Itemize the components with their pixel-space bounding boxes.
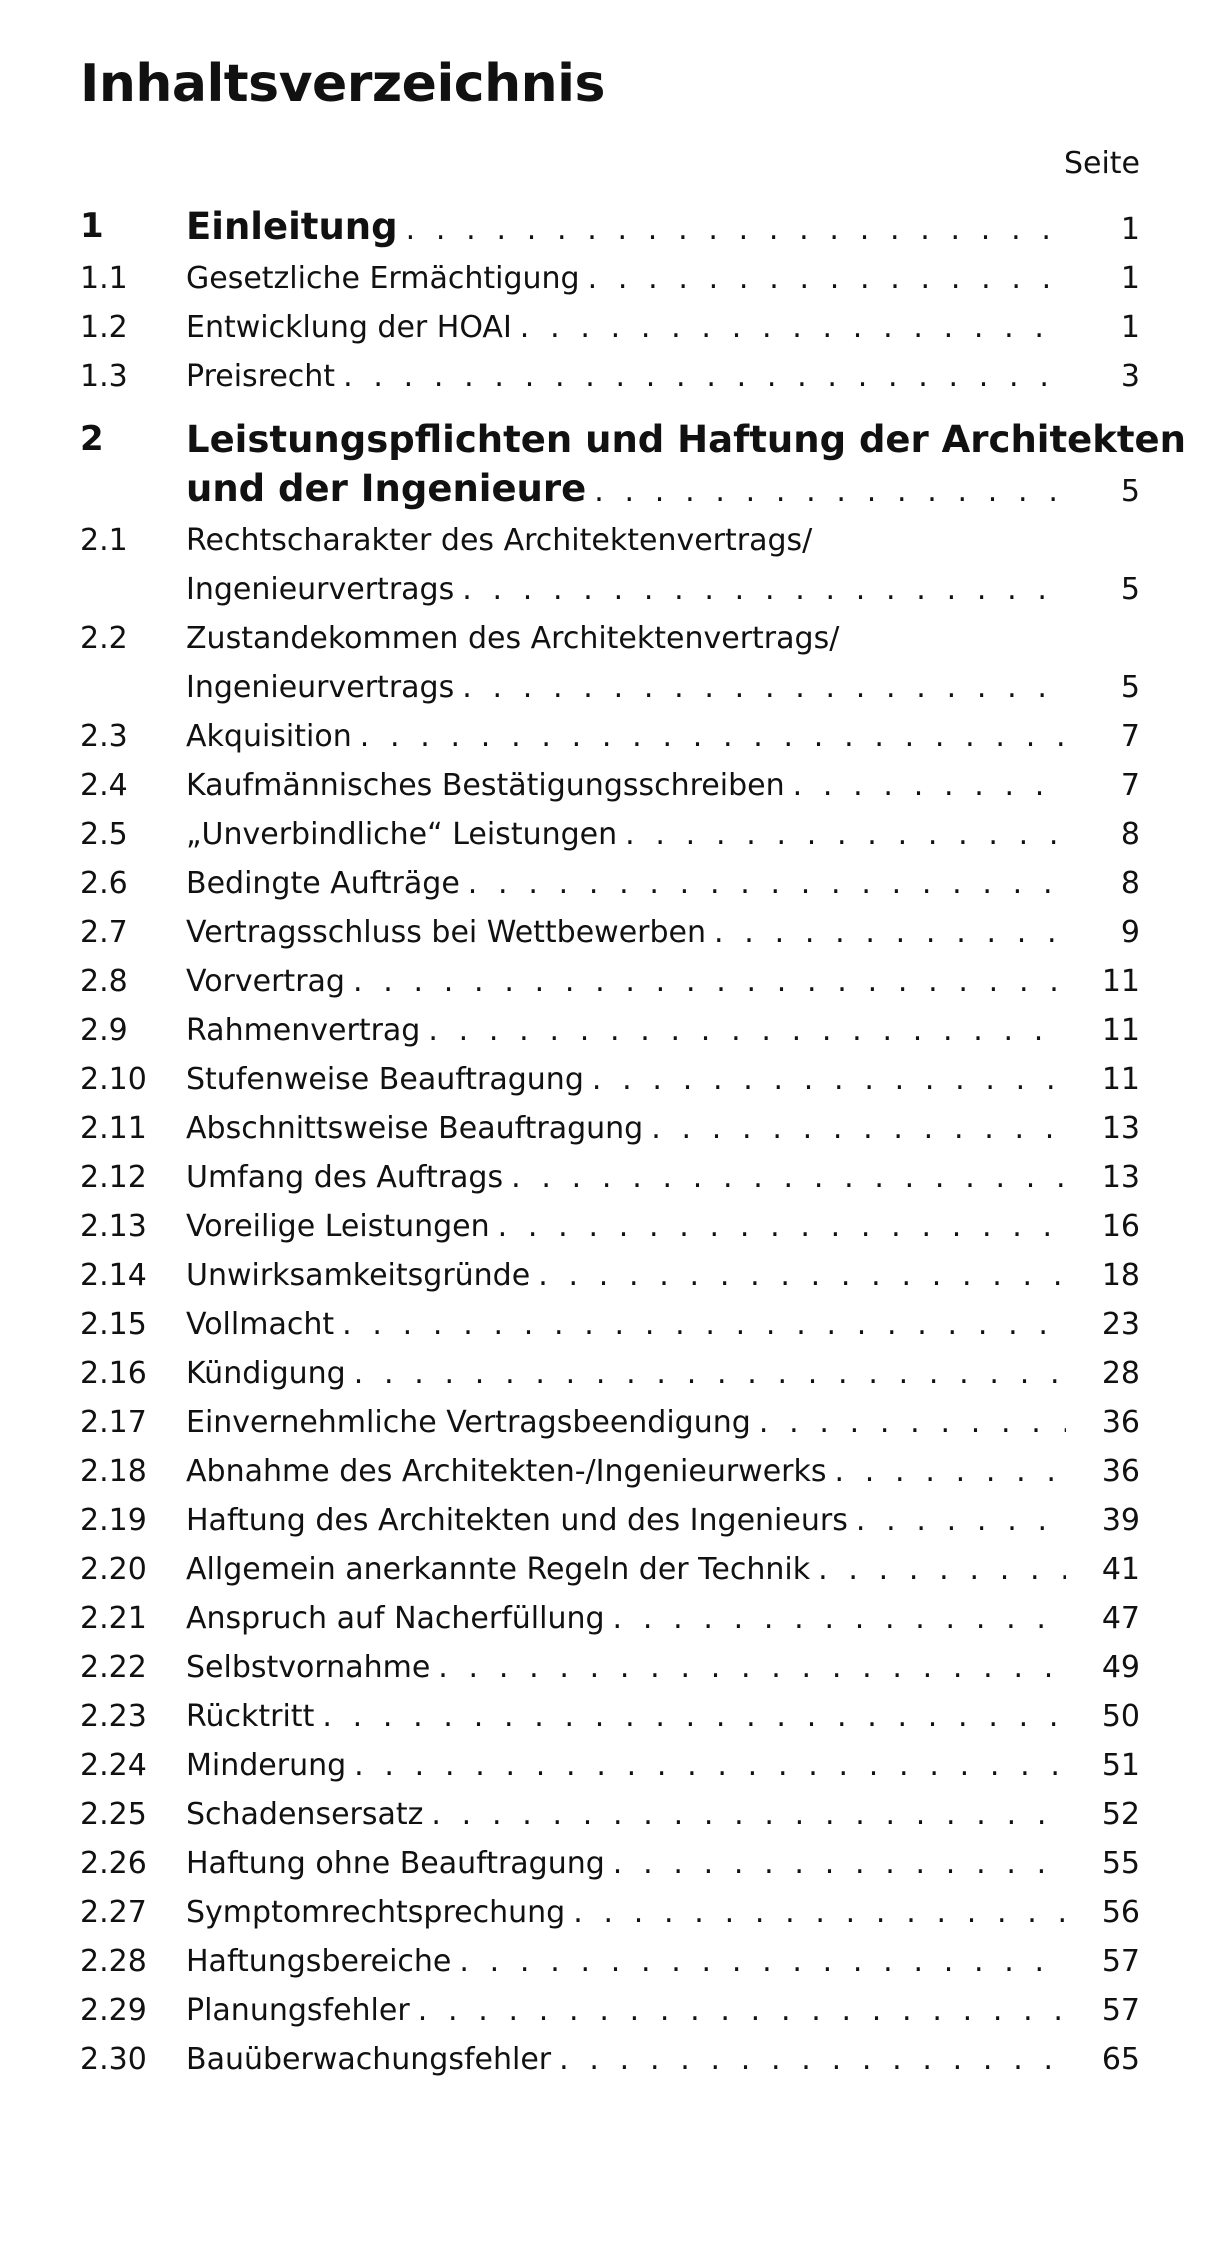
toc-entry-title: Symptomrechtsprechung [186,1895,566,1930]
toc-entry-page-number: 49 [1101,1650,1140,1685]
toc-entry-leader-line [186,464,1140,516]
dot-leader [520,303,1066,352]
toc-entry-number: 2.23 [80,1699,147,1734]
dot-leader [468,859,1066,908]
toc-entry-number: 2.2 [80,621,128,656]
toc-entry-text [186,1790,1140,1839]
toc-entry-page-number: 5 [1120,670,1140,705]
toc-entry [80,352,1140,401]
toc-entry-page-number: 47 [1101,1601,1140,1636]
toc-entry-page-number: 36 [1101,1405,1140,1440]
toc-entry-page-number: 41 [1101,1552,1140,1587]
toc-entry-text [186,1692,1140,1741]
toc-entry-title: Ingenieurvertrags [186,670,455,705]
toc-entry-text [186,761,1140,810]
toc-entry [80,859,1140,908]
toc-entry-title: Unwirksamkeitsgründe [186,1258,531,1293]
toc-entry-text [186,859,1140,908]
toc-entry-number: 2.19 [80,1503,147,1538]
toc-entry-text [186,1251,1140,1300]
toc-entry-text [186,202,1140,254]
toc-entry-title: und der Ingenieure [186,467,587,510]
toc-entry-number: 2.28 [80,1944,147,1979]
toc-entry-page-number: 1 [1120,310,1140,345]
toc-entry-leader-line [186,908,1140,957]
toc-entry-leader-line [186,1545,1140,1594]
toc-entry-leader-line [186,565,1140,614]
toc-entry-title: Planungsfehler [186,1993,410,2028]
toc-entry-leader-line [186,761,1140,810]
toc-entry-page-number: 57 [1101,1993,1140,2028]
dot-leader [573,1888,1066,1937]
toc-entry-title: Entwicklung der HOAI [186,310,512,345]
toc-entry-title: Allgemein anerkannte Regeln der Technik [186,1552,811,1587]
toc-entry-leader-line [186,1741,1140,1790]
toc-entry-title: Akquisition [186,719,352,754]
dot-leader [856,1496,1066,1545]
toc-entry-leader-line [186,859,1140,908]
toc-entry-title: Vollmacht [186,1307,335,1342]
dot-leader [343,352,1066,401]
toc-entry-number: 2.24 [80,1748,147,1783]
toc-entry-title: Abnahme des Architekten-/Ingenieurwerks [186,1454,827,1489]
dot-leader [360,712,1066,761]
dot-leader [625,810,1066,859]
dot-leader [538,1251,1066,1300]
toc-entry-leader-line [186,352,1140,401]
toc-entry-text [186,516,1140,614]
toc-entry-text [186,1202,1140,1251]
toc-entry-title: Rücktritt [186,1699,315,1734]
toc-entry-leader-line [186,1496,1140,1545]
toc-entry-leader-line [186,1202,1140,1251]
dot-leader [498,1202,1066,1251]
toc-entry-number: 2.22 [80,1650,147,1685]
dot-leader [613,1839,1066,1888]
toc-entry-page-number: 36 [1101,1454,1140,1489]
toc-entry-number: 2.27 [80,1895,147,1930]
toc-entry-page-number: 55 [1101,1846,1140,1881]
toc-entry-text [186,1545,1140,1594]
toc-entry-leader-line [186,1006,1140,1055]
toc-entry-text [186,415,1186,516]
toc-entry-title: Einvernehmliche Vertragsbeendigung [186,1405,751,1440]
toc-entry [80,614,1140,712]
toc-entry-leader-line [186,1643,1140,1692]
toc-entry-text [186,1300,1140,1349]
toc-entry-page-number: 51 [1101,1748,1140,1783]
toc-entry [80,1153,1140,1202]
toc-entry-number: 1.3 [80,359,128,394]
dot-leader [406,205,1066,254]
toc-entry-page-number: 1 [1120,212,1140,247]
toc-entry-number: 2.13 [80,1209,147,1244]
toc-entry [80,1398,1140,1447]
toc-entry-page-number: 13 [1101,1111,1140,1146]
toc-entry-leader-line [186,957,1140,1006]
toc-entry-number: 2.8 [80,964,128,999]
toc-entry-title-line: Rechtscharakter des Architektenvertrags/ [186,523,813,558]
toc-entry-title: Abschnittsweise Beauftragung [186,1111,644,1146]
toc-entry-title: Bauüberwachungsfehler [186,2042,552,2077]
toc-entry [80,1888,1140,1937]
toc-entry-title: Umfang des Auftrags [186,1160,504,1195]
toc-entry-number: 2.16 [80,1356,147,1391]
toc-entry-number: 2.20 [80,1552,147,1587]
toc-entry-number: 1 [80,206,104,246]
toc-chapter-entry [80,202,1140,254]
toc-entry-title: Ingenieurvertrags [186,572,455,607]
toc-entry-number: 2.21 [80,1601,147,1636]
toc-entry-text [186,1937,1140,1986]
toc-entry-text [186,810,1140,859]
dot-leader [353,957,1066,1006]
toc-entry-leader-line [186,1349,1140,1398]
toc-entry [80,1937,1140,1986]
toc-entry-number: 2.11 [80,1111,147,1146]
toc-entry-page-number: 1 [1120,261,1140,296]
toc-entry-title: Einleitung [186,205,398,248]
dot-leader [459,1937,1066,1986]
dot-leader [354,1349,1066,1398]
toc-entry-leader-line [186,1398,1140,1447]
toc-entry-leader-line [186,254,1140,303]
toc-entry-text [186,254,1140,303]
toc-entry-title: Haftung des Architekten und des Ingenieurs [186,1503,848,1538]
toc-entry-number: 2.1 [80,523,128,558]
toc-entry-text [186,1839,1140,1888]
toc-entry-title: Minderung [186,1748,347,1783]
toc-entry-leader-line [186,2035,1140,2084]
dot-leader [594,467,1066,516]
page-title: Inhaltsverzeichnis [80,54,605,114]
toc-entry-number: 2.12 [80,1160,147,1195]
dot-leader [438,1643,1066,1692]
dot-leader [835,1447,1066,1496]
page-column-label: Seite [1063,146,1140,181]
toc-entry [80,1300,1140,1349]
toc-entry-leader-line [186,1594,1140,1643]
toc-entry-number: 2.26 [80,1846,147,1881]
toc-entry [80,1643,1140,1692]
toc-entry-leader-line [186,202,1140,254]
toc-entry-leader-line [186,1839,1140,1888]
toc-entry-number: 2.15 [80,1307,147,1342]
toc-entry [80,1349,1140,1398]
toc-entry-title: „Unverbindliche“ Leistungen [186,817,618,852]
dot-leader [511,1153,1066,1202]
toc-entry-number: 2.18 [80,1454,147,1489]
toc-entry-title: Haftungsbereiche [186,1944,452,1979]
toc-entry-page-number: 28 [1101,1356,1140,1391]
toc-entry [80,1006,1140,1055]
toc-entry-number: 2.9 [80,1013,128,1048]
dot-leader [418,1986,1066,2035]
dot-leader [793,761,1066,810]
toc-entry-page-number: 3 [1120,359,1140,394]
toc-entry-text [186,1055,1140,1104]
toc-entry-title: Schadensersatz [186,1797,424,1832]
toc-entry-number: 2.30 [80,2042,147,2077]
dot-leader [462,663,1066,712]
toc-entry-title: Vertragsschluss bei Wettbewerben [186,915,707,950]
toc-entry-text [186,957,1140,1006]
toc-entry-title: Kaufmännisches Bestätigungsschreiben [186,768,785,803]
toc-entry-text [186,1986,1140,2035]
toc-entry-page-number: 5 [1120,572,1140,607]
toc-entry-number: 2.25 [80,1797,147,1832]
toc-entry-number: 2.29 [80,1993,147,2028]
toc-entry-title: Haftung ohne Beauftragung [186,1846,605,1881]
toc-entry [80,1251,1140,1300]
toc-entry-title: Bedingte Aufträge [186,866,460,901]
toc-entry [80,1986,1140,2035]
dot-leader [354,1741,1066,1790]
dot-leader [322,1692,1066,1741]
toc-entry-page-number: 7 [1120,768,1140,803]
toc-entry-text [186,1447,1140,1496]
toc-entry-number: 2 [80,419,104,459]
toc-entry-title: Kündigung [186,1356,346,1391]
toc-entry-page-number: 9 [1120,915,1140,950]
toc-entry-title: Preisrecht [186,359,336,394]
toc-entry-number: 1.2 [80,310,128,345]
toc-entry [80,1496,1140,1545]
toc-entry-page-number: 50 [1101,1699,1140,1734]
toc-entry-page-number: 5 [1120,474,1140,509]
toc-entry [80,1447,1140,1496]
dot-leader [559,2035,1066,2084]
toc-entry [80,254,1140,303]
toc-entry-page-number: 56 [1101,1895,1140,1930]
toc-entry-leader-line [186,303,1140,352]
toc-entry-leader-line [186,1300,1140,1349]
dot-leader [818,1545,1066,1594]
toc-entry-text [186,352,1140,401]
toc-entry-number: 1.1 [80,261,128,296]
toc-entry-page-number: 11 [1101,1013,1140,1048]
toc-entry-title: Gesetzliche Ermächtigung [186,261,580,296]
toc-entry [80,2035,1140,2084]
dot-leader [431,1790,1066,1839]
toc-entry [80,908,1140,957]
dot-leader [588,254,1066,303]
toc-entry-text [186,1104,1140,1153]
toc-entry-page-number: 57 [1101,1944,1140,1979]
toc-entry [80,957,1140,1006]
toc-entry-page-number: 23 [1101,1307,1140,1342]
toc-entry-text [186,2035,1140,2084]
toc-entry-leader-line [186,712,1140,761]
dot-leader [759,1398,1066,1447]
dot-leader [592,1055,1066,1104]
toc-entry [80,1839,1140,1888]
toc-entry-text [186,1643,1140,1692]
toc-entry-page-number: 8 [1120,817,1140,852]
toc-entry-title: Anspruch auf Nacherfüllung [186,1601,605,1636]
toc-entry [80,1790,1140,1839]
toc-entry-leader-line [186,1447,1140,1496]
toc-entry [80,761,1140,810]
dot-leader [651,1104,1066,1153]
toc-entry-number: 2.17 [80,1405,147,1440]
toc-entry-leader-line [186,1937,1140,1986]
toc-entry-leader-line [186,1790,1140,1839]
dot-leader [714,908,1066,957]
toc-entry-leader-line [186,1153,1140,1202]
toc-entry-number: 2.10 [80,1062,147,1097]
toc-entry-leader-line [186,1888,1140,1937]
toc-entry-number: 2.7 [80,915,128,950]
toc-entry-title: Voreilige Leistungen [186,1209,490,1244]
toc-entry-page-number: 8 [1120,866,1140,901]
toc-entry-leader-line [186,810,1140,859]
toc-entry-text [186,1398,1140,1447]
toc-entry-page-number: 13 [1101,1160,1140,1195]
toc-entry [80,516,1140,614]
toc-entry-number: 2.3 [80,719,128,754]
dot-leader [462,565,1066,614]
toc-entry-leader-line [186,1055,1140,1104]
toc-entry [80,1741,1140,1790]
toc-entry-leader-line [186,1251,1140,1300]
toc-entry-number: 2.4 [80,768,128,803]
toc-entry-page-number: 52 [1101,1797,1140,1832]
toc-entry-title-line: Leistungspflichten und Haftung der Architekten [186,418,1186,461]
toc-entry-title-line: Zustandekommen des Architektenvertrags/ [186,621,840,656]
toc-entry-text [186,1888,1140,1937]
toc-entry-page-number: 65 [1101,2042,1140,2077]
toc-entry-number: 2.5 [80,817,128,852]
dot-leader [342,1300,1066,1349]
toc-entry-page-number: 39 [1101,1503,1140,1538]
toc-entry-title: Selbstvornahme [186,1650,431,1685]
toc-entry-text [186,1496,1140,1545]
toc-entry-text [186,1349,1140,1398]
toc-entry-number: 2.6 [80,866,128,901]
toc-entry-page-number: 18 [1101,1258,1140,1293]
toc-entry-leader-line [186,1104,1140,1153]
toc-entry [80,1055,1140,1104]
toc-entry [80,1202,1140,1251]
toc-entry [80,1594,1140,1643]
toc-entry-leader-line [186,1692,1140,1741]
toc-entry [80,1545,1140,1594]
toc-entry-text [186,1153,1140,1202]
toc-entry-leader-line [186,663,1140,712]
toc-entry [80,303,1140,352]
toc-entry [80,810,1140,859]
table-of-contents [80,202,1186,2084]
toc-entry-title: Rahmenvertrag [186,1013,421,1048]
toc-entry-text [186,908,1140,957]
toc-entry-text [186,1006,1140,1055]
toc-entry-page-number: 7 [1120,719,1140,754]
toc-entry-text [186,1741,1140,1790]
toc-chapter-entry [80,415,1186,516]
toc-entry-text [186,303,1140,352]
toc-entry-page-number: 11 [1101,1062,1140,1097]
toc-entry-text [186,712,1140,761]
toc-entry-title: Vorvertrag [186,964,345,999]
dot-leader [428,1006,1066,1055]
toc-entry-text [186,1594,1140,1643]
toc-entry [80,712,1140,761]
toc-entry-page-number: 11 [1101,964,1140,999]
toc-entry-page-number: 16 [1101,1209,1140,1244]
toc-entry [80,1104,1140,1153]
dot-leader [613,1594,1066,1643]
toc-entry-title: Stufenweise Beauftragung [186,1062,584,1097]
toc-entry-text [186,614,1140,712]
toc-entry [80,1692,1140,1741]
toc-entry-leader-line [186,1986,1140,2035]
toc-entry-number: 2.14 [80,1258,147,1293]
